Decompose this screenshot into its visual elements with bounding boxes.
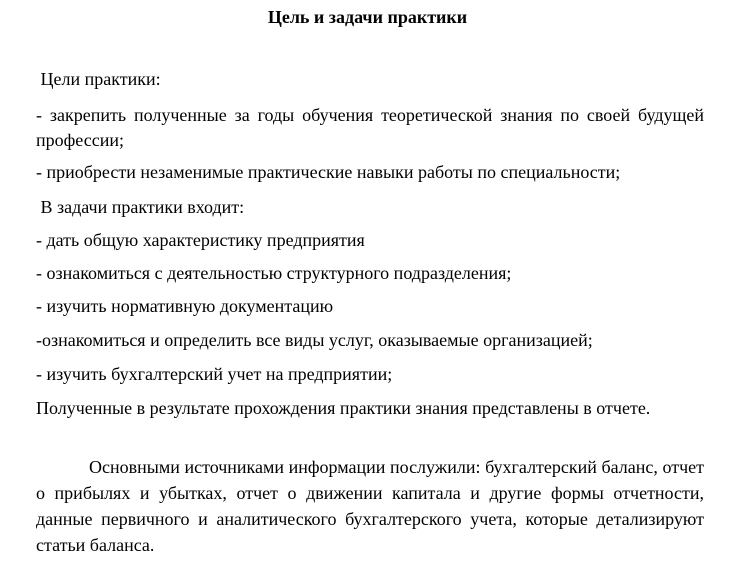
paragraph-results: Полученные в результате прохождения практики знания представлены в отчете. <box>36 398 651 418</box>
task-item-5: - изучить бухгалтерский учет на предприятии; <box>36 364 393 384</box>
document-title: Цель и задачи практики <box>267 7 468 27</box>
goal-item-1: - закрепить полученные за годы обучения теоретической знания по своей будущей профессии; <box>36 105 704 150</box>
task-item-3: - изучить нормативную документацию <box>36 296 334 316</box>
task-item-2: - ознакомиться с деятельностью структурного подразделения; <box>36 263 512 283</box>
task-item-1: - дать общую характеристику предприятия <box>36 230 365 250</box>
goal-item-2: - приобрести незаменимые практические навыки работы по специальности; <box>36 162 621 182</box>
tasks-heading: В задачи практики входит: <box>36 197 245 217</box>
paragraph-sources: Основными источниками информации послужили: бухгалтерский баланс, отчет о прибылях и убытках, отчет о движении капитала и другие формы отчетности, данные первичного и аналитического бухгалтерского учета, которые детализируют статьи баланса. <box>36 457 704 555</box>
goals-heading: Цели практики: <box>36 69 161 89</box>
task-item-4: -ознакомиться и определить все виды услуг, оказываемые организацией; <box>36 330 593 350</box>
